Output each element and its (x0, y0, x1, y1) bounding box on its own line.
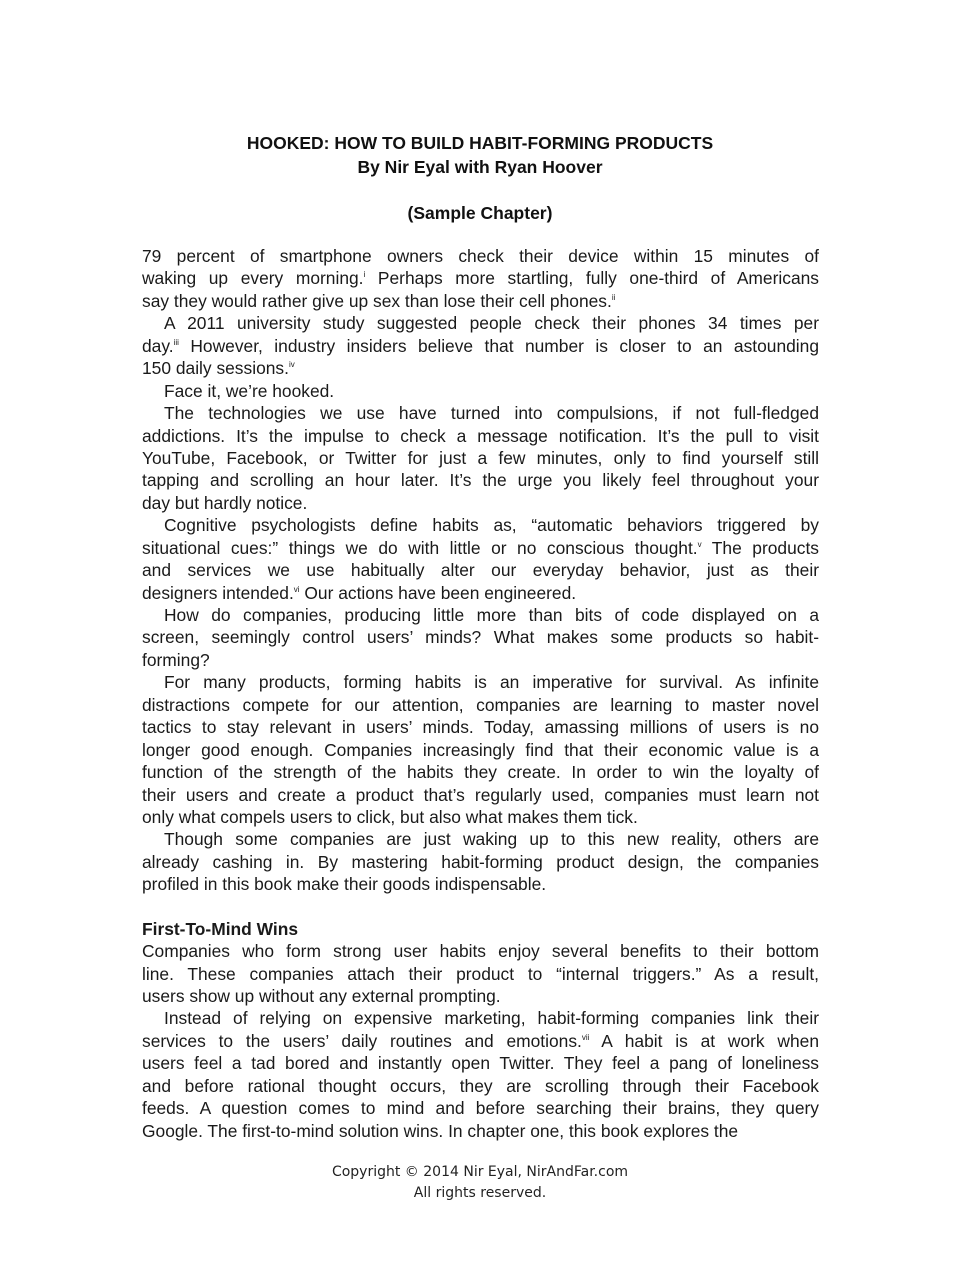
paragraph-line: Companies who form strong user habits enjoy several benefits to their bottom (142, 941, 819, 962)
paragraph-line: tactics to stay relevant in users’ minds. Today, amassing millions of users is no (142, 717, 819, 738)
paragraph-line: YouTube, Facebook, or Twitter for just a few minutes, only to find yourself still (142, 447, 819, 468)
paragraph-line: Face it, we’re hooked. (164, 380, 335, 401)
paragraph-line: How do companies, producing little more than bits of code displayed on a (164, 605, 819, 625)
paragraph-line: and before rational thought occurs, they are scrolling through their Facebook (142, 1075, 819, 1096)
paragraph-line: say they would rather give up sex than lose their cell phones.$^{ii}$ (142, 290, 616, 311)
paragraph-line: 150 daily sessions.$^{iv}$ (142, 358, 295, 379)
footer-rights: All rights reserved. (413, 1185, 547, 1201)
paragraph-line: their users and create a product that’s regularly used, companies must learn not (142, 784, 819, 805)
footnote-marker: ii (611, 292, 616, 302)
paragraph-line: only what compels users to click, but also what makes them tick. (142, 806, 638, 827)
paragraph-line: users feel a tad bored and instantly open Twitter. They feel a pang of loneliness (142, 1053, 819, 1074)
paragraph-line: 79 percent of smartphone owners check their device within 15 minutes of (142, 246, 819, 266)
paragraph-line: designers intended.$^{vi}$ Our actions have been engineered. (142, 582, 577, 603)
paragraph-line: Though some companies are just waking up to this new reality, others are (164, 829, 819, 850)
document-byline: By Nir Eyal with Ryan Hoover (357, 157, 603, 177)
paragraph-line: A 2011 university study suggested people check their phones 34 times per (164, 313, 819, 334)
paragraph-line: Instead of relying on expensive marketing, habit-forming companies link their (164, 1008, 819, 1029)
paragraph-line: day.$^{iii}$ However, industry insiders believe that number is closer to an astounding (142, 335, 819, 356)
paragraph-line: already cashing in. By mastering habit-forming product design, the companies (142, 851, 819, 872)
paragraph-line: day but hardly notice. (142, 492, 308, 513)
paragraph-line: line. These companies attach their product to “internal triggers.” As a result, (142, 963, 819, 984)
footnote-marker: iv (288, 360, 295, 370)
paragraph-line: The technologies we use have turned into compulsions, if not full-fledged (164, 403, 819, 424)
document-subtitle: (Sample Chapter) (407, 203, 553, 223)
paragraph-line: forming? (142, 649, 210, 670)
paragraph-line: tapping and scrolling an hour later. It’s the urge you likely feel throughout your (142, 470, 819, 491)
footnote-marker: iii (173, 337, 179, 347)
paragraph-line: feeds. A question comes to mind and before searching their brains, they query (142, 1098, 819, 1119)
paragraph-line: longer good enough. Companies increasingly find that their economic value is a (142, 739, 819, 760)
paragraph-line: function of the strength of the habits they create. In order to win the loyalty of (142, 762, 819, 783)
document-title: HOOKED: HOW TO BUILD HABIT-FORMING PRODUCTS (246, 133, 714, 153)
paragraph-line: profiled in this book make their goods indispensable. (142, 874, 547, 895)
paragraph-line: and services we use habitually alter our everyday behavior, just as their (142, 560, 819, 581)
paragraph-line: services to the users’ daily routines and emotions.$^{vii}$ A habit is at work when (142, 1030, 819, 1051)
footnote-marker: v (697, 539, 702, 549)
paragraph-line: Cognitive psychologists define habits as, “automatic behaviors triggered by (164, 515, 819, 536)
document-body (142, 245, 819, 1142)
paragraph-line: users show up without any external prompting. (142, 986, 501, 1006)
footnote-marker: i (363, 270, 366, 280)
paragraph-line: distractions compete for our attention, companies are learning to master novel (142, 694, 819, 715)
footer-copyright: Copyright © 2014 Nir Eyal, NirAndFar.com (331, 1164, 629, 1180)
paragraph-line: waking up every morning.$^i$ Perhaps more startling, fully one-third of Americans (142, 268, 819, 289)
paragraph-line: Google. The first-to-mind solution wins. In chapter one, this book explores the (142, 1120, 739, 1141)
paragraph-line: addictions. It’s the impulse to check a message notification. It’s the pull to visit (142, 425, 819, 446)
section-heading: First-To-Mind Wins (142, 918, 299, 939)
paragraph-line: screen, seemingly control users’ minds? What makes some products so habit- (142, 627, 819, 648)
paragraph-line: For many products, forming habits is an imperative for survival. As infinite (164, 672, 819, 693)
footnote-marker: vii (581, 1032, 590, 1042)
footnote-marker: vi (293, 584, 300, 594)
paragraph-line: situational cues:” things we do with little or no conscious thought.$^v$ The products (142, 537, 819, 558)
